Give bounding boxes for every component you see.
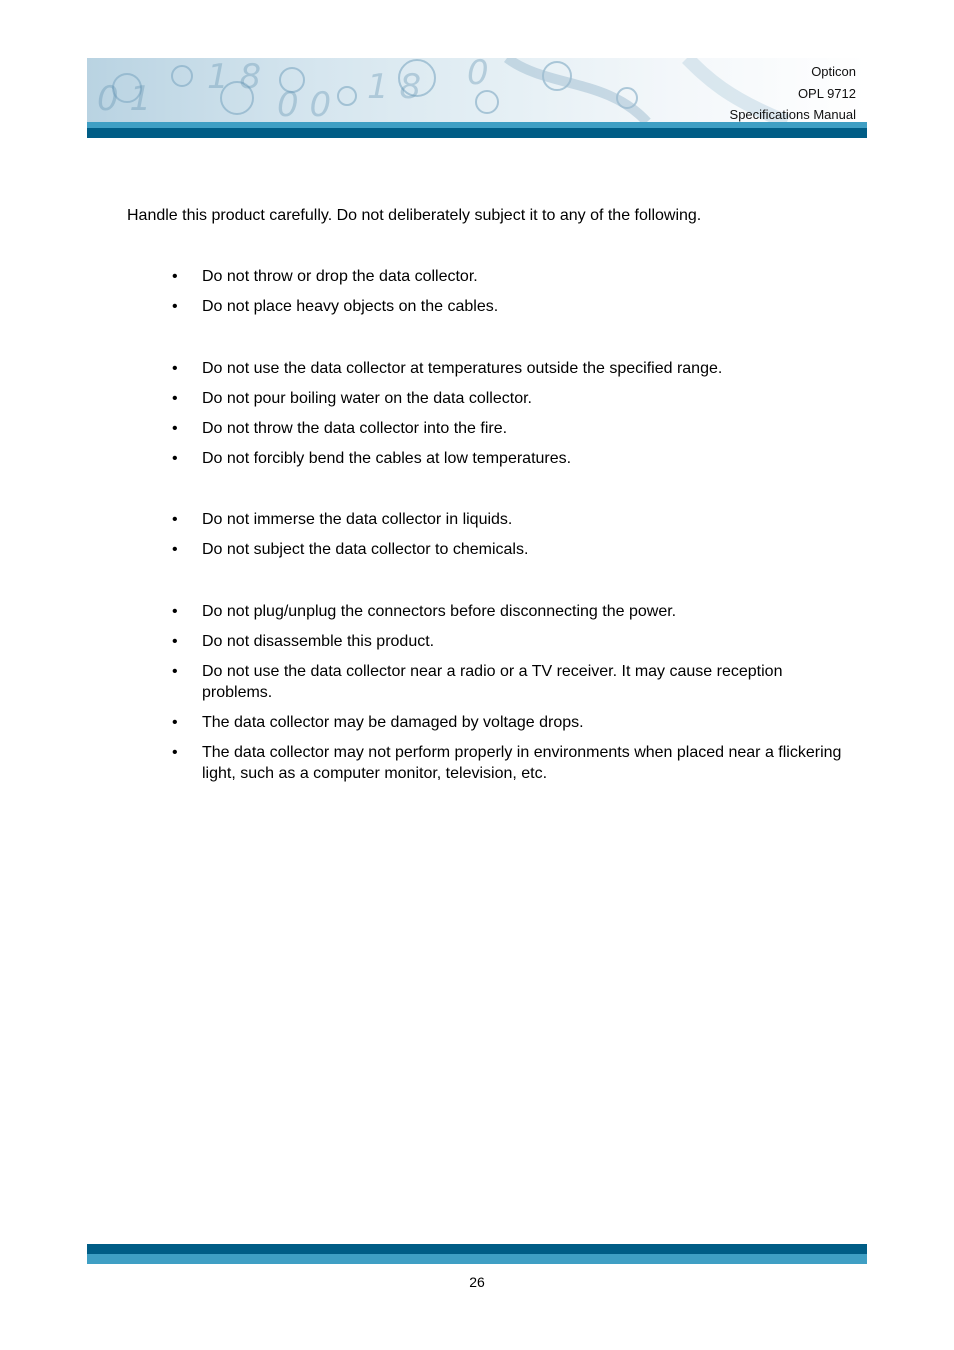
header-banner-image — [87, 58, 867, 122]
bullet-icon: • — [172, 268, 178, 285]
header-text — [730, 61, 856, 122]
list-item — [172, 712, 852, 733]
bullet-icon: • — [172, 360, 178, 377]
footer-rule-dark — [87, 1244, 867, 1254]
list-item-text: Do not forcibly bend the cables at low temperatures. — [202, 450, 572, 467]
intro-paragraph: Handle this product carefully. Do not deliberately subject it to any of the following. — [127, 207, 702, 224]
list-item — [172, 418, 852, 439]
bullet-icon: • — [172, 511, 178, 528]
bullet-group-physical — [172, 266, 852, 326]
page-header — [87, 58, 867, 138]
bullet-group-liquids — [172, 509, 852, 569]
list-item — [172, 266, 852, 287]
header-rule-dark — [87, 128, 867, 138]
list-item — [172, 631, 852, 652]
list-item-text: The data collector may not perform properly in environments when placed near a flickering light, such as a computer monitor, television, etc. — [202, 744, 842, 782]
list-item-text: Do not disassemble this product. — [202, 633, 435, 650]
list-item — [172, 661, 852, 703]
list-item — [172, 388, 852, 409]
list-item — [172, 539, 852, 560]
svg-text:0 0: 0 0 — [277, 85, 332, 122]
bullet-icon: • — [172, 298, 178, 315]
bullet-icon: • — [172, 744, 178, 761]
list-item — [172, 509, 852, 530]
list-item-text: Do not place heavy objects on the cables. — [202, 298, 499, 315]
list-item-text: Do not throw the data collector into the fire. — [202, 420, 508, 437]
bullet-icon: • — [172, 603, 178, 620]
svg-text:0 1: 0 1 — [97, 79, 152, 119]
bullet-group-electrical — [172, 601, 852, 793]
bullet-group-temperature — [172, 358, 852, 478]
list-item — [172, 448, 852, 469]
list-item-text: Do not throw or drop the data collector. — [202, 268, 478, 285]
svg-text:1 8: 1 8 — [367, 67, 422, 107]
list-item — [172, 742, 852, 784]
list-item-text: Do not use the data collector at temperatures outside the specified range. — [202, 360, 723, 377]
list-item-text: The data collector may be damaged by voltage drops. — [202, 714, 584, 731]
list-item-text: Do not subject the data collector to chemicals. — [202, 541, 529, 558]
bullet-icon: • — [172, 541, 178, 558]
list-item — [172, 296, 852, 317]
svg-text:1 8: 1 8 — [207, 58, 262, 97]
list-item — [172, 601, 852, 622]
list-item-text: Do not plug/unplug the connectors before disconnecting the power. — [202, 603, 677, 620]
bullet-icon: • — [172, 663, 178, 680]
bullet-icon: • — [172, 714, 178, 731]
header-model: OPL 9712 — [797, 85, 856, 101]
bullet-icon: • — [172, 390, 178, 407]
list-item-text: Do not immerse the data collector in liquids. — [202, 511, 513, 528]
list-item — [172, 358, 852, 379]
page-number: 26 — [469, 1274, 485, 1290]
footer-rule-light — [87, 1254, 867, 1264]
bullet-icon: • — [172, 420, 178, 437]
bullet-icon: • — [172, 633, 178, 650]
list-item-text: Do not pour boiling water on the data collector. — [202, 390, 532, 407]
header-doc-title: Specifications Manual — [729, 107, 856, 122]
header-company: Opticon — [811, 64, 856, 79]
bullet-icon: • — [172, 450, 178, 467]
svg-text:0: 0 — [467, 58, 489, 93]
list-item-text: Do not use the data collector near a radio or a TV receiver. It may cause reception problems. — [202, 663, 783, 701]
